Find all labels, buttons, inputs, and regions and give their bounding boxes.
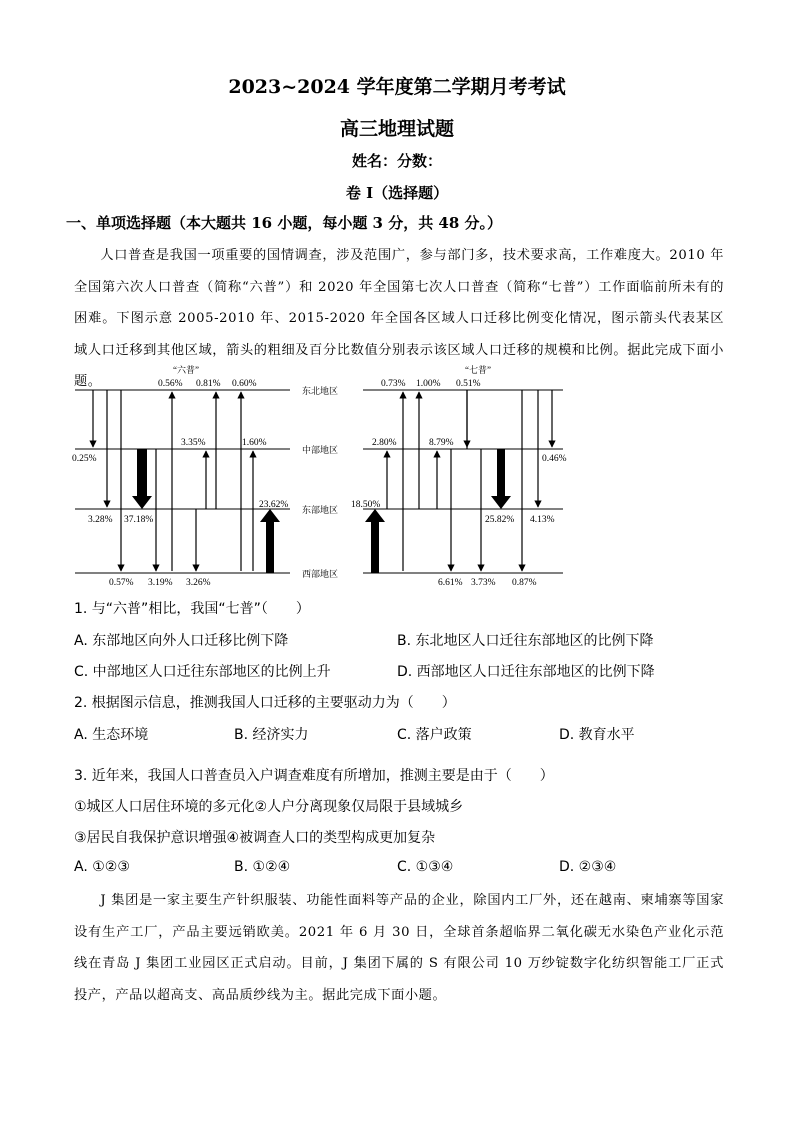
q2-option-a[interactable]: A. 生态环境	[74, 727, 149, 743]
label-r-0: 0.73%	[381, 379, 406, 389]
volume-title: 卷 I（选择题）	[345, 184, 449, 202]
label-l-1: 0.81%	[196, 379, 221, 389]
q2-stem: 2. 根据图示信息，推测我国人口迁移的主要驱动力为（ ）	[74, 695, 456, 711]
q3-option-c[interactable]: C. ①③④	[397, 859, 454, 875]
label-l-2: 0.60%	[232, 379, 257, 389]
label-l-8: 23.62%	[259, 500, 289, 510]
label-r-1: 1.00%	[416, 379, 441, 389]
q3-statements-1: ①城区人口居住环境的多元化②人户分离现象仅局限于县域城乡	[74, 799, 464, 815]
q3-stem: 3. 近年来，我国人口普查员入户调查难度有所增加，推测主要是由于（ ）	[74, 768, 554, 784]
right-percent-labels	[351, 379, 567, 588]
q1-option-c[interactable]: C. 中部地区人口迁往东部地区的比例上升	[74, 664, 331, 680]
q3-option-a[interactable]: A. ①②③	[74, 859, 130, 875]
label-r-3: 2.80%	[372, 438, 397, 448]
exam-title: 2023~2024 学年度第二学期月考考试	[228, 76, 566, 98]
q2-option-c[interactable]: C. 落户政策	[397, 727, 472, 743]
region-label-west: 西部地区	[301, 569, 339, 579]
right-arrows	[387, 390, 552, 571]
level-lines	[75, 390, 563, 573]
q1-stem: 1. 与“六普”相比，我国“七普”（ ）	[74, 601, 310, 617]
name-score-line: 姓名：分数：	[351, 152, 442, 170]
left-percent-labels	[72, 379, 288, 588]
passage-j-group: J 集团是一家主要生产针织服装、功能性面料等产品的企业，除国内工厂外，还在越南、柬埔寨等国家设有生产工厂，产品主要远销欧美。2021 年 6 月 30 日，全球首条超临界二氧化碳无水染色产业化示范线在青岛 J 集团工业园区正式启动。目前，J 集团下属的 S 有限公司 10 万纱锭数字化纺织智能工厂正式投产，产品以超高支、高品质纱线为主。据此完成下面小题。	[74, 893, 724, 1003]
label-r-6: 18.50%	[351, 500, 381, 510]
region-label-central: 中部地区	[301, 445, 339, 455]
q3-option-d[interactable]: D. ②③④	[559, 859, 617, 875]
migration-figure	[60, 362, 600, 590]
label-l-3: 0.25%	[72, 454, 97, 464]
q1-option-a[interactable]: A. 东部地区向外人口迁移比例下降	[74, 633, 289, 649]
label-r-4: 8.79%	[429, 438, 454, 448]
label-l-9: 0.57%	[109, 578, 134, 588]
label-l-0: 0.56%	[158, 379, 183, 389]
right-chart-title: “七普”	[465, 365, 491, 375]
left-chart-title: “六普”	[173, 365, 199, 375]
q2-option-d[interactable]: D. 教育水平	[559, 727, 635, 743]
label-l-5: 1.60%	[242, 438, 267, 448]
label-l-11: 3.26%	[186, 578, 211, 588]
left-arrows	[93, 390, 253, 571]
region-label-east: 东部地区	[301, 505, 339, 515]
section-heading: 一、单项选择题（本大题共 16 小题，每小题 3 分，共 48 分。）	[66, 214, 503, 232]
q1-option-b[interactable]: B. 东北地区人口迁往东部地区的比例下降	[397, 633, 654, 649]
label-r-8: 4.13%	[530, 515, 555, 525]
label-r-5: 0.46%	[542, 454, 567, 464]
q2-option-b[interactable]: B. 经济实力	[234, 727, 309, 743]
region-label-northeast: 东北地区	[301, 386, 339, 396]
label-r-9: 6.61%	[438, 578, 463, 588]
label-r-2: 0.51%	[456, 379, 481, 389]
q3-option-b[interactable]: B. ①②④	[234, 859, 291, 875]
exam-subtitle: 高三地理试题	[339, 118, 454, 140]
label-l-10: 3.19%	[148, 578, 173, 588]
q3-statements-2: ③居民自我保护意识增强④被调查人口的类型构成更加复杂	[74, 830, 436, 846]
label-l-6: 3.28%	[88, 515, 113, 525]
passage-population-census: 人口普查是我国一项重要的国情调查，涉及范围广，参与部门多，技术要求高，工作难度大。2010 年全国第六次人口普查（简称“六普”）和 2020 年全国第七次人口普查（简称“七普”）工作面临前所未有的困难。下图示意 2005-2010 年、2015-2020 年全国各区域人口迁移比例变化情况，图示箭头代表某区域人口迁移到其他区域，箭头的粗细及百分比数值分别表示该区域人口迁移的规模和比例。据此完成下面小题。	[74, 248, 724, 389]
label-l-4: 3.35%	[181, 438, 206, 448]
label-r-7: 25.82%	[485, 515, 515, 525]
q1-option-d[interactable]: D. 西部地区人口迁往东部地区的比例下降	[397, 664, 655, 680]
label-l-7: 37.18%	[124, 515, 154, 525]
label-r-10: 3.73%	[471, 578, 496, 588]
label-r-11: 0.87%	[512, 578, 537, 588]
